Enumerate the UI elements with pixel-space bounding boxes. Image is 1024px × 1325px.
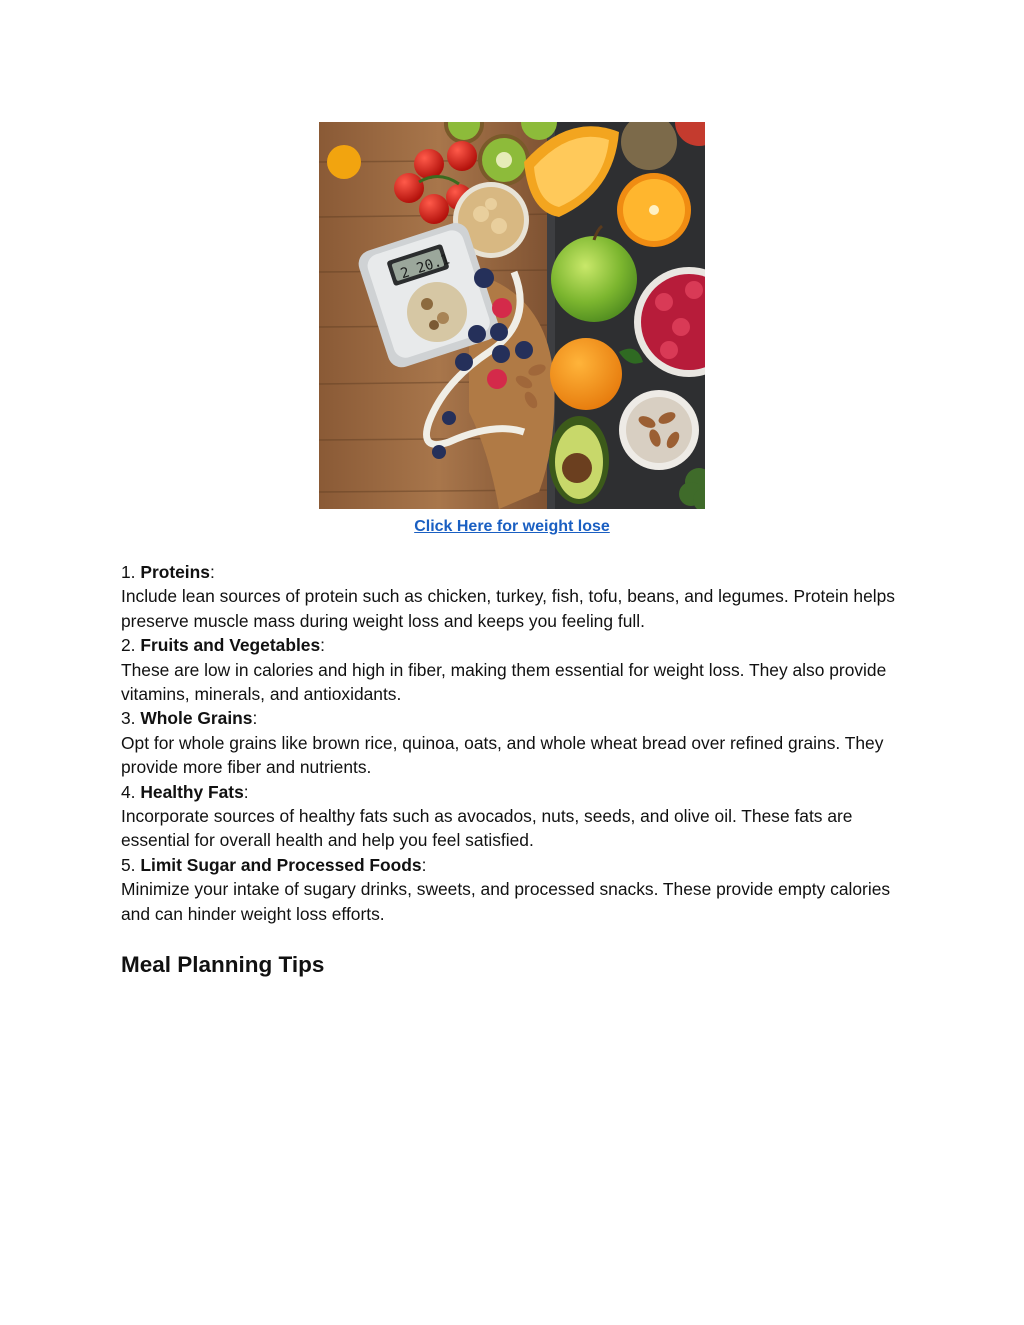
list-item-body: Include lean sources of protein such as chicken, turkey, fish, tofu, beans, and legumes. Protein helps preserve muscle mass during weight loss and keeps you feeling full. xyxy=(121,586,896,631)
list-item-body: Minimize your intake of sugary drinks, sweets, and processed snacks. These provide empty calories and can hinder weight loss efforts. xyxy=(121,879,891,924)
list-item-heading: 2. Fruits and Vegetables: xyxy=(121,635,325,656)
weight-loss-link[interactable]: Click Here for weight lose xyxy=(414,518,610,535)
avocado-half xyxy=(549,416,609,504)
list-item-heading: 3. Whole Grains: xyxy=(121,708,258,729)
item-number: 5. xyxy=(121,854,136,875)
scale-reading: 2 20.1 xyxy=(398,251,452,283)
item-number: 4. xyxy=(121,781,136,802)
item-title: Limit Sugar and Processed Foods xyxy=(140,854,422,875)
section-heading: Meal Planning Tips xyxy=(121,952,325,977)
item-title: Fruits and Vegetables xyxy=(140,635,321,656)
item-title: Healthy Fats xyxy=(140,781,244,802)
orange-slice xyxy=(617,173,691,247)
food-groups-list xyxy=(121,560,911,926)
list-item-body: Incorporate sources of healthy fats such as avocados, nuts, seeds, and olive oil. These fats are essential for overall health and help you feel satisfied. xyxy=(121,806,853,851)
list-item-body: These are low in calories and high in fiber, making them essential for weight loss. They also provide vitamins, minerals, and antioxidants. xyxy=(121,659,887,705)
item-title: Whole Grains xyxy=(140,708,253,729)
whole-orange xyxy=(550,338,622,410)
item-number: 1. xyxy=(121,562,136,582)
item-number: 3. xyxy=(121,708,136,729)
list-item-body: Opt for whole grains like brown rice, quinoa, oats, and whole wheat bread over refined grains. They provide more fiber and nutrients. xyxy=(121,732,884,778)
item-title: Proteins xyxy=(140,562,210,582)
item-number: 2. xyxy=(121,635,136,656)
yellow-tomato xyxy=(327,145,361,179)
list-item-heading: 4. Healthy Fats: xyxy=(121,781,249,802)
list-item-heading: 5. Limit Sugar and Processed Foods: xyxy=(121,854,427,875)
healthy-food-photo xyxy=(319,122,705,509)
list-item-heading: 1. Proteins: xyxy=(121,562,215,582)
almond-bowl xyxy=(619,390,699,470)
caption-link-row xyxy=(0,517,1024,537)
